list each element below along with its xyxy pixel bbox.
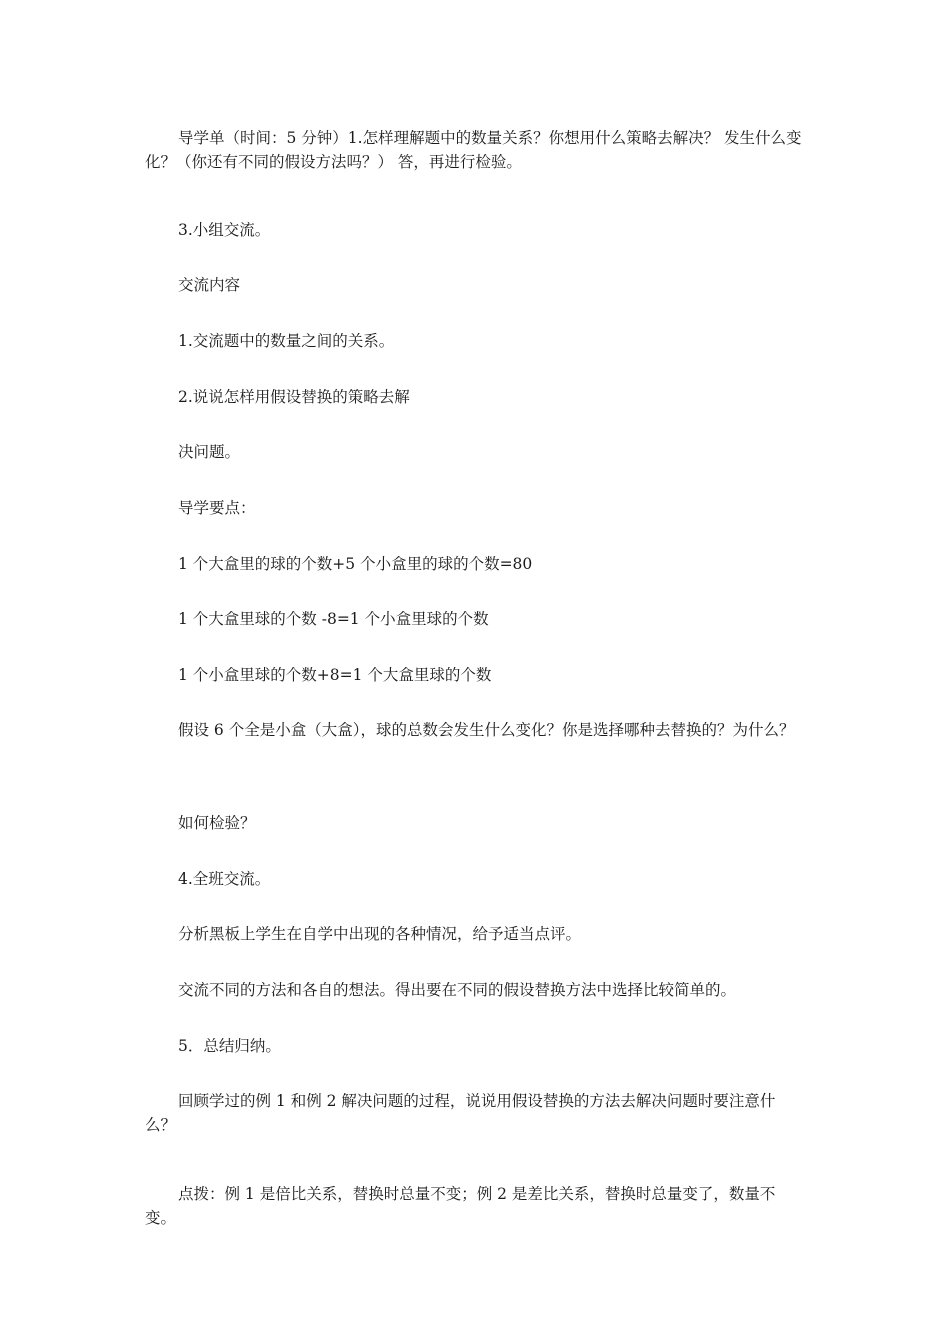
paragraph-item-1: 1.交流题中的数量之间的关系。 [178,332,395,350]
paragraph-equation-2: 1 个大盒里球的个数 -8=1 个小盒里球的个数 [178,610,489,628]
paragraph-item-2: 2.说说怎样用假设替换的策略去解 [178,388,410,406]
paragraph-group-exchange: 3.小组交流。 [178,221,271,239]
paragraph-exchange-content: 交流内容 [178,276,241,294]
paragraph-assumption: 假设 6 个全是小盒（大盒），球的总数会发生什么变化？你是选择哪种去替换的？为什么？ [178,721,795,739]
paragraph-item-2-cont: 决问题。 [178,443,241,461]
paragraph-equation-1: 1 个大盒里的球的个数+5 个小盒里的球的个数=80 [178,555,533,573]
paragraph-equation-3: 1 个小盒里球的个数+8=1 个大盒里球的个数 [178,666,492,684]
paragraph-guide-sheet: 导学单（时间：5 分钟）1.怎样理解题中的数量关系？你想用什么策略去解决？ 发生什么变化？（你还有不同的假设方法吗？） 答，再进行检验。 [145,129,802,171]
paragraph-check: 如何检验？ [178,814,256,832]
paragraph-methods: 交流不同的方法和各自的想法。得出要在不同的假设替换方法中选择比较简单的。 [178,981,737,999]
paragraph-summary: 5．总结归纳。 [178,1037,281,1055]
paragraph-key-points: 导学要点： [178,499,256,517]
paragraph-class-exchange: 4.全班交流。 [178,870,271,888]
paragraph-hint: 点拨：例 1 是倍比关系，替换时总量不变；例 2 是差比关系，替换时总量变了，数量不变。 [145,1185,776,1227]
paragraph-review: 回顾学过的例 1 和例 2 解决问题的过程，说说用假设替换的方法去解决问题时要注意什么？ [145,1092,776,1134]
paragraph-analysis: 分析黑板上学生在自学中出现的各种情况，给予适当点评。 [178,925,582,943]
